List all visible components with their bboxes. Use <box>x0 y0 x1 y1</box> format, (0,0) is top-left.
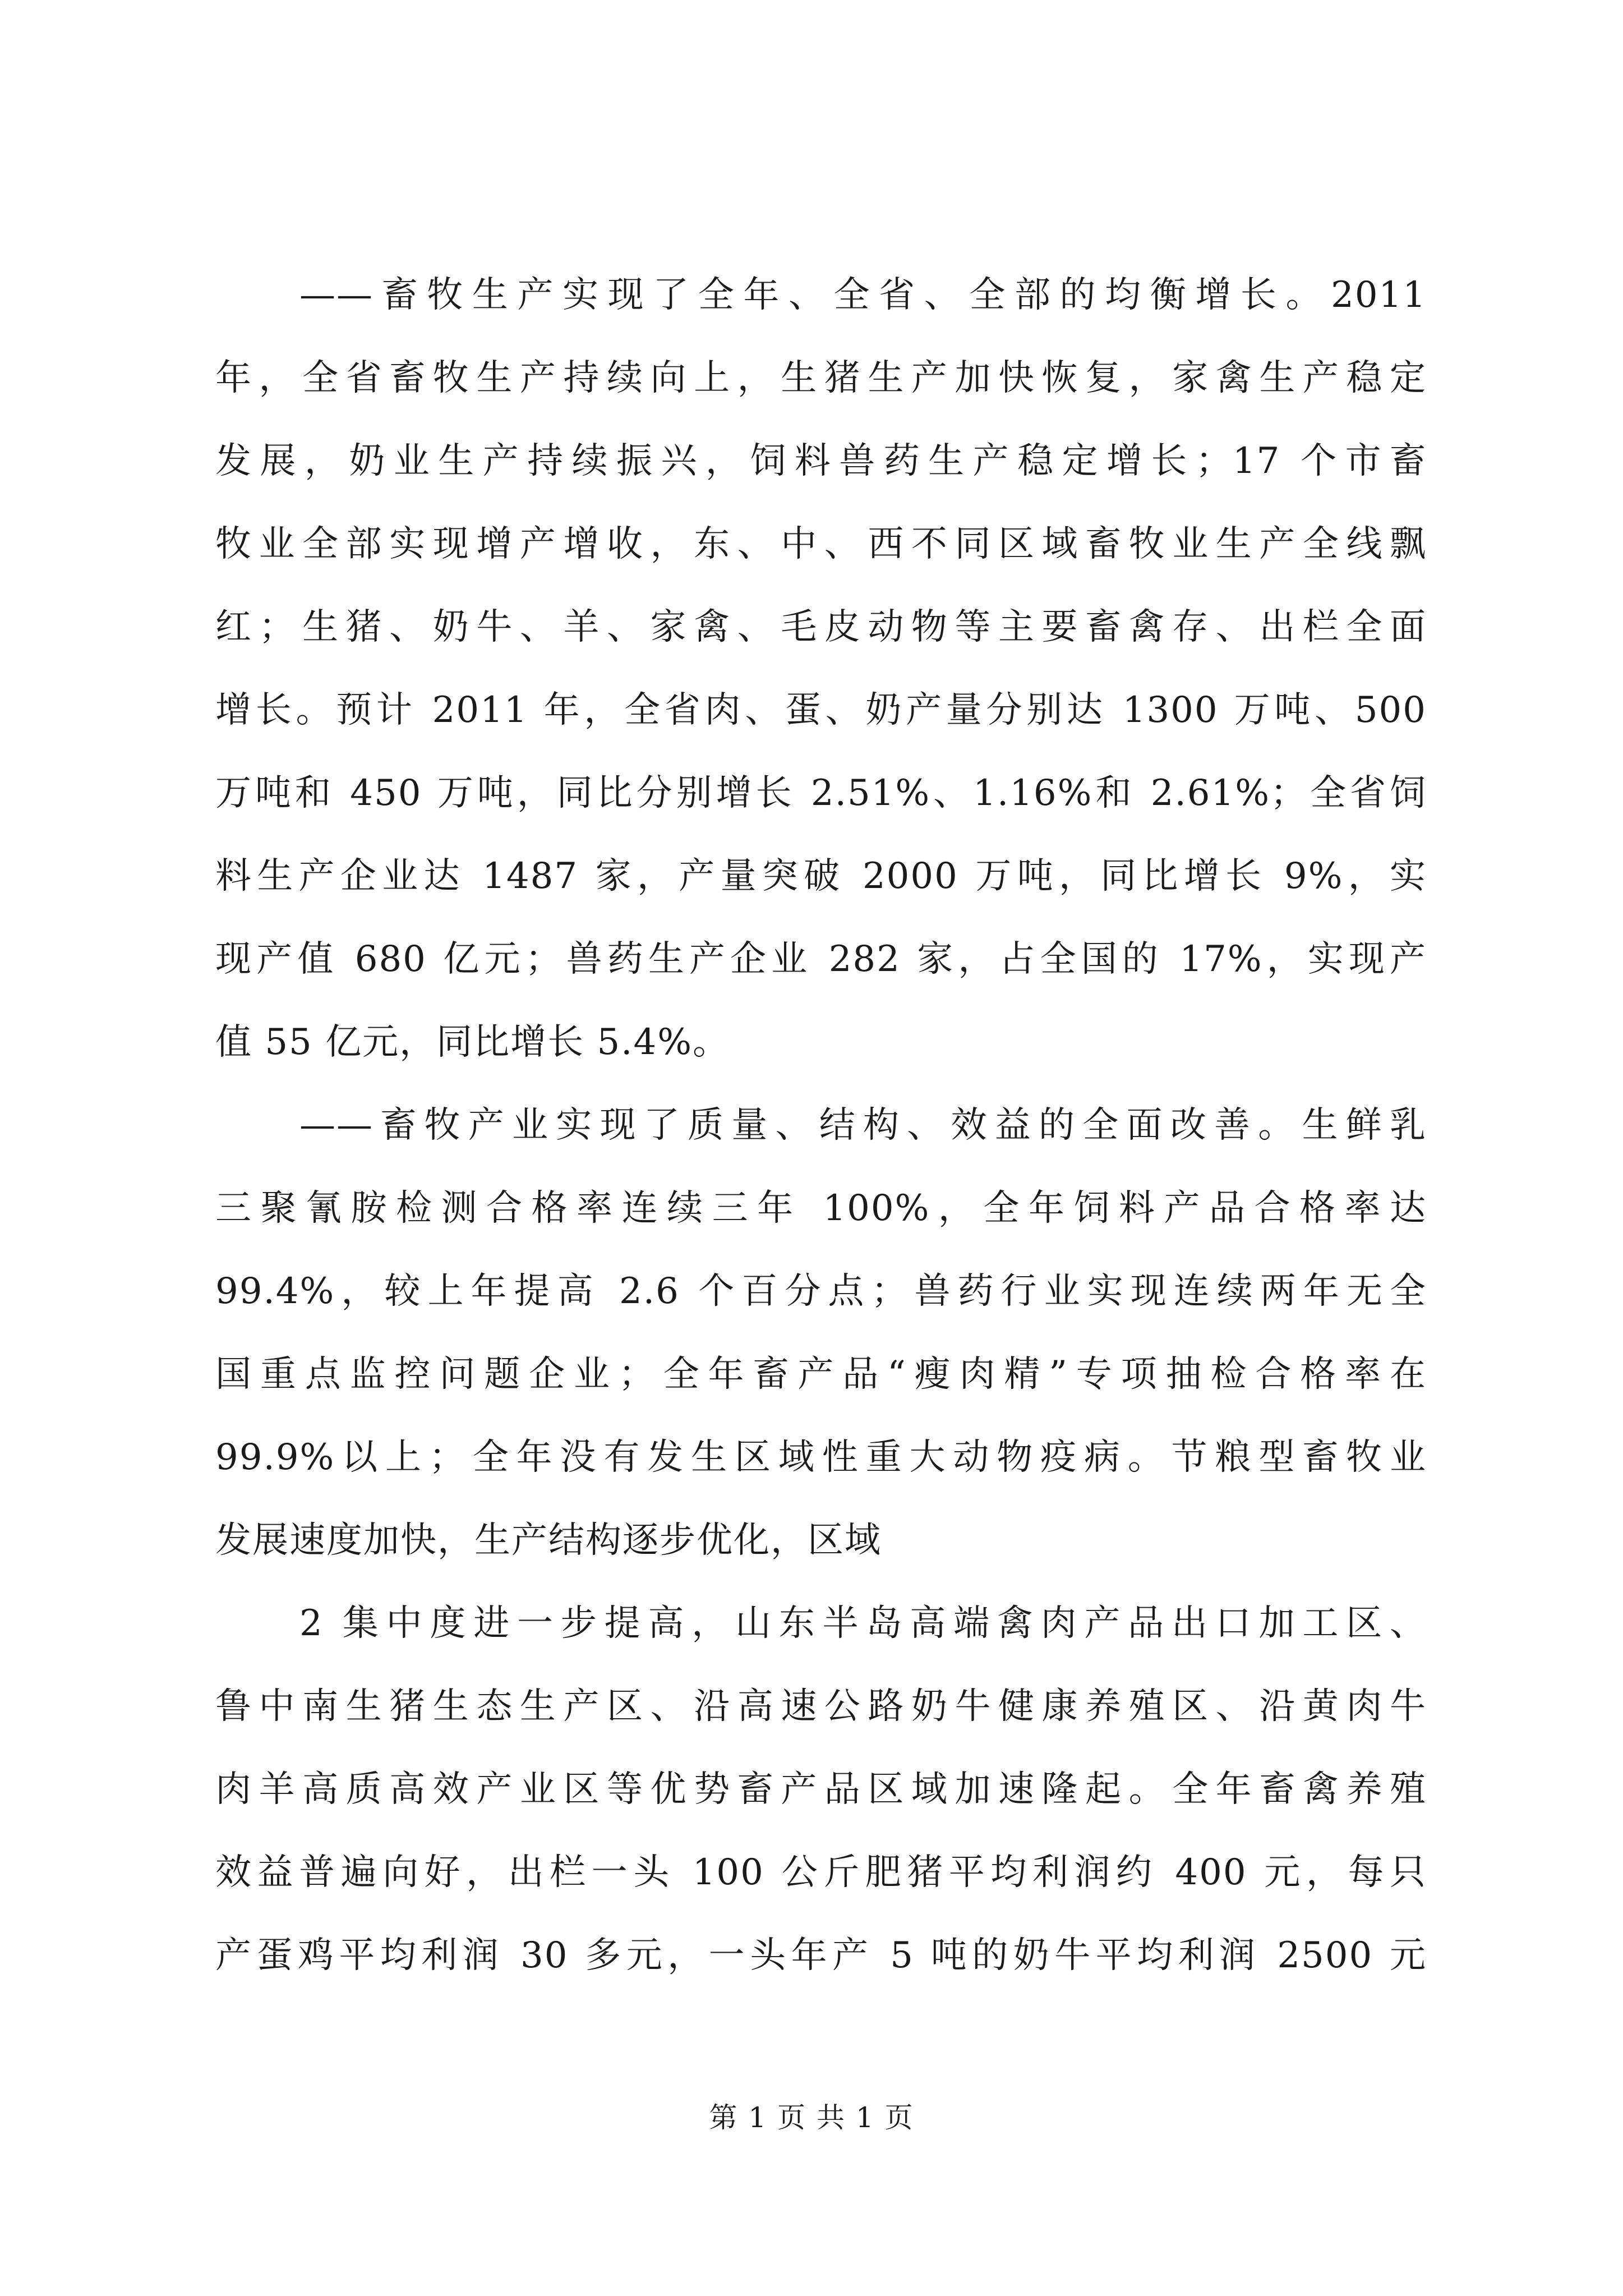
text-line: 99.9%以上；全年没有发生区域性重大动物疫病。节粮型畜牧业 <box>215 1437 1427 1478</box>
text-line: ——畜牧生产实现了全年、全省、全部的均衡增长。2011 <box>299 274 1427 316</box>
page-footer: 第 1 页 共 1 页 <box>709 2101 914 2134</box>
text-line: 年，全省畜牧生产持续向上，生猪生产加快恢复，家禽生产稳定 <box>215 357 1427 399</box>
text-line: 万吨和 450 万吨，同比分别增长 2.51%、1.16%和 2.61%；全省饲 <box>215 772 1427 814</box>
text-line: 增长。预计 2011 年，全省肉、蛋、奶产量分别达 1300 万吨、500 <box>215 689 1427 731</box>
text-line: 2 集中度进一步提高，山东半岛高端禽肉产品出口加工区、 <box>299 1603 1427 1644</box>
text-line: 产蛋鸡平均利润 30 多元，一头年产 5 吨的奶牛平均利润 2500 元 <box>215 1935 1427 1976</box>
text-line: 值 55 亿元，同比增长 5.4%。 <box>215 1022 730 1063</box>
text-line: 料生产企业达 1487 家，产量突破 2000 万吨，同比增长 9%，实 <box>215 855 1427 897</box>
text-line: 99.4%，较上年提高 2.6 个百分点；兽药行业实现连续两年无全 <box>215 1271 1427 1312</box>
text-line: 效益普遍向好，出栏一头 100 公斤肥猪平均利润约 400 元，每只 <box>215 1852 1427 1893</box>
document-body <box>215 254 1427 1997</box>
text-line: 发展，奶业生产持续振兴，饲料兽药生产稳定增长；17 个市畜 <box>215 440 1427 482</box>
text-line: 三聚氰胺检测合格率连续三年 100%，全年饲料产品合格率达 <box>215 1188 1427 1229</box>
text-line: 发展速度加快，生产结构逐步优化，区域 <box>215 1520 882 1561</box>
text-line: 国重点监控问题企业；全年畜产品“瘦肉精”专项抽检合格率在 <box>215 1354 1427 1395</box>
text-line: 牧业全部实现增产增收，东、中、西不同区域畜牧业生产全线飘 <box>215 523 1427 565</box>
text-line: 鲁中南生猪生态生产区、沿高速公路奶牛健康养殖区、沿黄肉牛 <box>215 1686 1427 1727</box>
text-line: 现产值 680 亿元；兽药生产企业 282 家，占全国的 17%，实现产 <box>215 938 1427 980</box>
text-line: ——畜牧产业实现了质量、结构、效益的全面改善。生鲜乳 <box>299 1105 1427 1146</box>
text-line: 肉羊高质高效产业区等优势畜产品区域加速隆起。全年畜禽养殖 <box>215 1769 1427 1810</box>
text-line: 红；生猪、奶牛、羊、家禽、毛皮动物等主要畜禽存、出栏全面 <box>215 606 1427 648</box>
